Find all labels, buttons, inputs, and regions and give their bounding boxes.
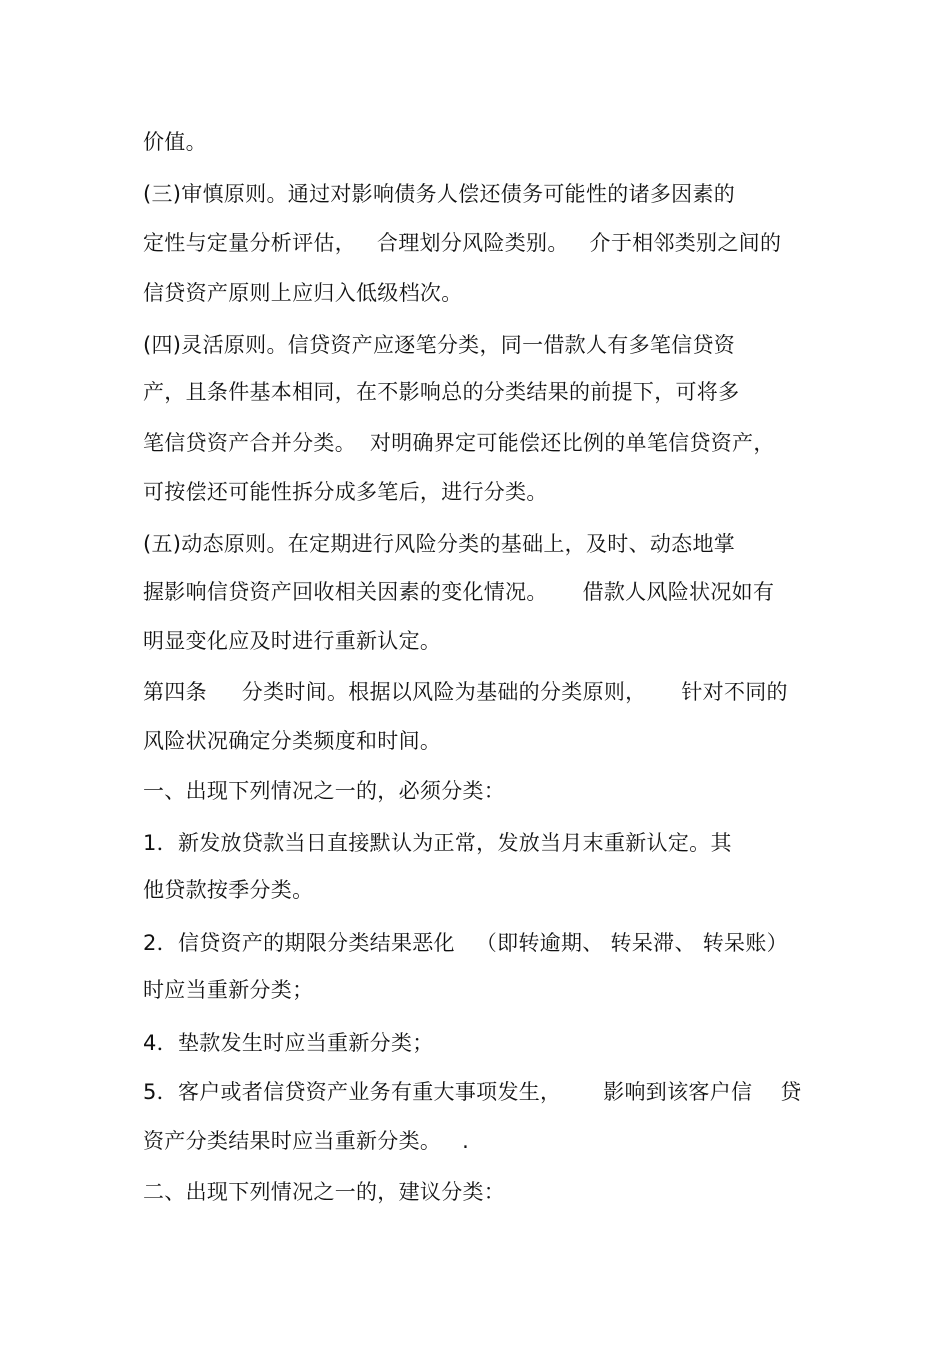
text-line: (五)动态原则。在定期进行风险分类的基础上，及时、动态地掌: [143, 532, 736, 556]
text-line: 资产分类结果时应当重新分类。 .: [143, 1129, 470, 1153]
text-line: 二、出现下列情况之一的，建议分类：: [143, 1180, 506, 1204]
text-line: 第四条 分类时间。根据以风险为基础的分类原则， 针对不同的: [143, 680, 788, 704]
text-line: 产，且条件基本相同，在不影响总的分类结果的前提下，可将多: [143, 380, 740, 404]
text-line: 明显变化应及时进行重新认定。: [143, 629, 442, 653]
text-line: 风险状况确定分类频度和时间。: [143, 729, 442, 753]
text-line: 5．客户或者信贷资产业务有重大事项发生， 影响到该客户信 贷: [143, 1080, 802, 1104]
text-line: (三)审慎原则。通过对影响债务人偿还债务可能性的诸多因素的: [143, 182, 736, 206]
text-line: 笔信贷资产合并分类。 对明确界定可能偿还比例的单笔信贷资产，: [143, 431, 775, 455]
text-line: 1．新发放贷款当日直接默认为正常，发放当月末重新认定。其: [143, 831, 732, 855]
text-line: 价值。: [143, 130, 207, 154]
text-line: 他贷款按季分类。: [143, 878, 314, 902]
text-line: 4．垫款发生时应当重新分类；: [143, 1031, 434, 1055]
text-line: 时应当重新分类；: [143, 978, 314, 1002]
text-line: (四)灵活原则。信贷资产应逐笔分类，同一借款人有多笔信贷资: [143, 333, 736, 357]
text-line: 一、出现下列情况之一的，必须分类：: [143, 779, 506, 803]
text-line: 定性与定量分析评估， 合理划分风险类别。 介于相邻类别之间的: [143, 231, 782, 255]
text-line: 信贷资产原则上应归入低级档次。: [143, 281, 463, 305]
text-line: 可按偿还可能性拆分成多笔后，进行分类。: [143, 480, 548, 504]
text-line: 2．信贷资产的期限分类结果恶化 （即转逾期、 转呆滞、 转呆账）: [143, 931, 788, 955]
text-line: 握影响信贷资产回收相关因素的变化情况。 借款人风险状况如有: [143, 580, 775, 604]
